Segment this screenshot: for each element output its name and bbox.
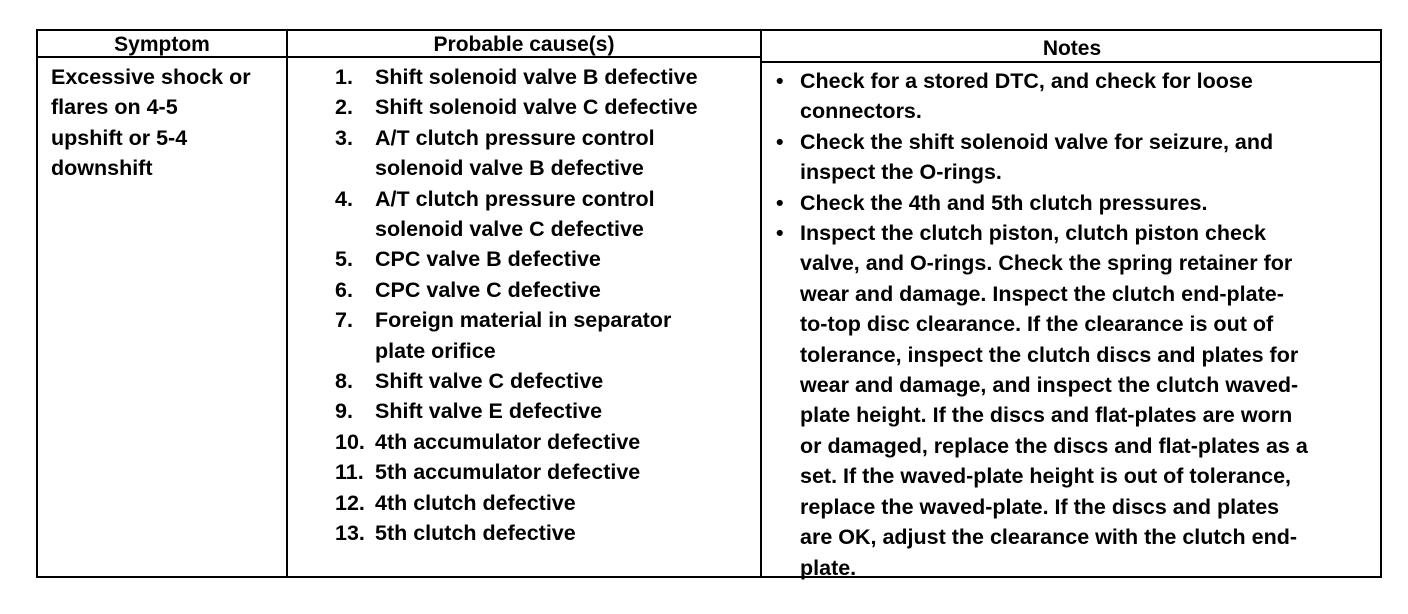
cause-item bbox=[306, 305, 761, 366]
cause-item bbox=[306, 184, 761, 245]
cause-text: 5th clutch defective bbox=[375, 521, 576, 546]
cause-item bbox=[306, 62, 761, 92]
note-item bbox=[774, 66, 1374, 127]
cause-item bbox=[306, 92, 761, 122]
cause-item bbox=[306, 518, 761, 548]
note-text: Check the 4th and 5th clutch pressures. bbox=[800, 190, 1208, 215]
cause-text: 4th accumulator defective bbox=[375, 429, 641, 454]
header-symptom: Symptom bbox=[114, 33, 210, 56]
cause-item bbox=[306, 275, 761, 305]
cause-number: 11. bbox=[335, 460, 364, 485]
bullet-icon: • bbox=[776, 129, 784, 154]
cause-text: A/T clutch pressure control solenoid valve B defective bbox=[375, 125, 655, 181]
cause-text: Shift valve E defective bbox=[375, 399, 603, 424]
column-divider-1 bbox=[286, 31, 288, 576]
note-item bbox=[774, 188, 1374, 218]
cause-number: 10. bbox=[335, 429, 365, 454]
bullet-icon: • bbox=[776, 69, 784, 93]
cause-item bbox=[306, 366, 761, 396]
note-text: Inspect the clutch piston, clutch piston check valve, and O-rings. Check the spring retainer for wear and damage. Inspect the clutch end-plate- to-top disc clearance. If the clearance is out of tolerance, inspect the clutch discs and plates for wear and damage, and inspect the clutch waved- plate height. If the discs and flat-plates are worn or damaged, replace the discs and flat-plates as a set. If the waved-plate height is out of tolerance, replace the waved-plate. If the discs and plates are OK, adjust the clearance with the clutch end- plate. bbox=[800, 221, 1308, 580]
cause-item bbox=[306, 396, 761, 426]
cause-item bbox=[306, 244, 761, 274]
cause-text: A/T clutch pressure control solenoid valve C defective bbox=[375, 186, 655, 242]
note-item bbox=[774, 218, 1374, 583]
note-item bbox=[774, 127, 1374, 188]
cause-text: 4th clutch defective bbox=[375, 490, 576, 515]
cause-item bbox=[306, 457, 761, 487]
cause-number: 12. bbox=[335, 490, 365, 515]
bullet-icon: • bbox=[776, 221, 784, 246]
bullet-icon: • bbox=[776, 190, 784, 215]
cause-number: 4. bbox=[335, 186, 353, 211]
cause-text: Foreign material in separator plate orifice bbox=[375, 308, 672, 363]
cause-number: 7. bbox=[335, 308, 353, 333]
causes-list bbox=[306, 62, 761, 549]
cause-text: CPC valve C defective bbox=[375, 277, 601, 302]
cause-item bbox=[306, 488, 761, 518]
cause-number: 8. bbox=[335, 369, 353, 394]
cause-item bbox=[306, 123, 761, 184]
cause-number: 9. bbox=[335, 399, 353, 424]
cause-number: 13. bbox=[335, 521, 365, 546]
cause-text: CPC valve B defective bbox=[375, 247, 601, 272]
note-text: Check the shift solenoid valve for seizure, and inspect the O-rings. bbox=[800, 129, 1274, 185]
cause-number: 6. bbox=[335, 277, 353, 302]
cause-number: 5. bbox=[335, 247, 353, 272]
cause-item bbox=[306, 427, 761, 457]
cause-text: Shift solenoid valve B defective bbox=[375, 65, 698, 89]
troubleshooting-table bbox=[36, 29, 1382, 578]
cause-text: 5th accumulator defective bbox=[375, 460, 641, 485]
header-probable-causes: Probable cause(s) bbox=[433, 33, 615, 56]
header-divider-right bbox=[760, 61, 1380, 63]
header-notes: Notes bbox=[1042, 37, 1102, 60]
header-divider-left bbox=[38, 56, 762, 58]
notes-list bbox=[774, 66, 1374, 583]
symptom-text: Excessive shock or flares on 4-5 upshift or 5-4 downshift bbox=[51, 65, 251, 181]
cause-number: 3. bbox=[335, 125, 353, 150]
note-text: Check for a stored DTC, and check for loose connectors. bbox=[800, 69, 1253, 124]
cause-text: Shift valve C defective bbox=[375, 369, 604, 394]
cause-text: Shift solenoid valve C defective bbox=[375, 95, 698, 120]
cause-number: 1. bbox=[335, 65, 353, 89]
cause-number: 2. bbox=[335, 95, 353, 120]
